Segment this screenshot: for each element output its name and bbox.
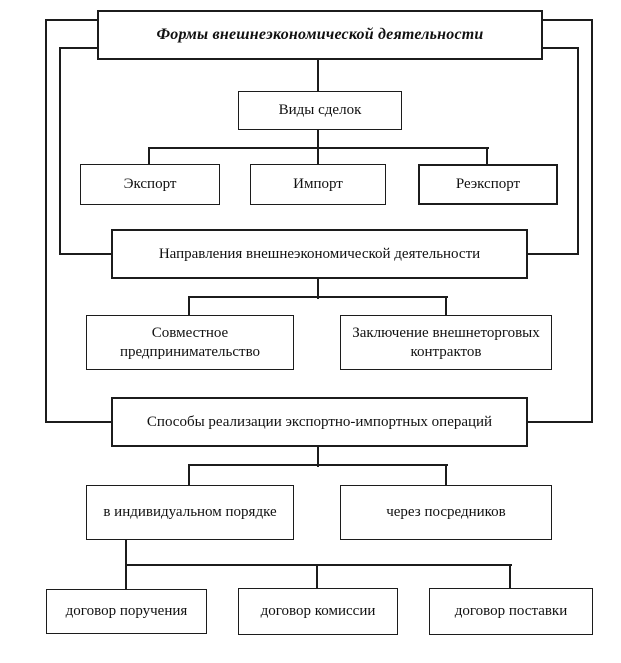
- node-reexport: [418, 164, 558, 205]
- edge-formy-sposoby-left-bottom: [45, 421, 113, 423]
- edge-formy-napravleniya-left-top: [59, 47, 99, 49]
- node-reexport-label: Реэкспорт: [455, 176, 521, 193]
- node-postavki: [429, 588, 593, 635]
- edge-branch-postavki: [509, 564, 511, 590]
- node-napravleniya: [111, 229, 528, 279]
- edge-formy-sposoby-right-bottom: [526, 421, 593, 423]
- node-vidy-label: Виды сделок: [278, 102, 362, 119]
- edge-formy-sposoby-left-v: [45, 19, 47, 423]
- edge-vidy-branch: [317, 128, 319, 149]
- edge-branch-individualnom: [188, 464, 190, 487]
- node-formy: [97, 10, 543, 60]
- node-porucheniya: [46, 589, 207, 634]
- node-vidy-sdelok: [238, 91, 402, 130]
- node-posrednikov: [340, 485, 552, 540]
- edge-formy-napravleniya-right-v: [577, 47, 579, 255]
- edge-branch-komissii: [316, 564, 318, 590]
- edge-formy-napravleniya-left-bottom: [59, 253, 113, 255]
- branch-dogovory-h: [125, 564, 512, 566]
- node-porucheniya-label: договор поручения: [65, 603, 188, 620]
- edge-formy-napravleniya-right-bottom: [526, 253, 579, 255]
- edge-formy-napravleniya-right-top: [541, 47, 579, 49]
- node-sovmestnoe: [86, 315, 294, 370]
- edge-branch-zaklyuchenie: [445, 296, 447, 317]
- node-import-label: Импорт: [293, 176, 343, 193]
- edge-branch-sovmestnoe: [188, 296, 190, 317]
- edge-branch-posrednikov: [445, 464, 447, 487]
- node-formy-label: Формы внешнеэкономической деятельности: [156, 26, 484, 44]
- node-napravleniya-label: Направления внешнеэкономической деятельности: [158, 245, 481, 262]
- node-zaklyuchenie: [340, 315, 552, 370]
- node-export: [80, 164, 220, 205]
- node-individualnom-label: в индивидуальном порядке: [103, 504, 277, 521]
- node-individualnom: [86, 485, 294, 540]
- node-import: [250, 164, 386, 205]
- node-komissii-label: договор комиссии: [260, 603, 376, 620]
- node-postavki-label: договор поставки: [454, 603, 568, 620]
- node-komissii: [238, 588, 398, 635]
- node-sposoby: [111, 397, 528, 447]
- node-export-label: Экспорт: [123, 176, 177, 193]
- node-posrednikov-label: через посредников: [386, 504, 506, 521]
- edge-formy-napravleniya-left-v: [59, 47, 61, 255]
- edge-formy-vidy: [317, 58, 319, 93]
- edge-formy-sposoby-right-v: [591, 19, 593, 423]
- node-sposoby-label: Способы реализации экспортно-импортных операций: [146, 413, 493, 430]
- node-zaklyuchenie-label: Заключение внешнеторговых контрактов: [352, 325, 540, 360]
- branch-directions-h: [188, 296, 448, 298]
- edge-formy-sposoby-left-top: [46, 19, 99, 21]
- node-sovmestnoe-label: Совместное предпринимательство: [119, 325, 261, 360]
- edge-formy-sposoby-right-top: [541, 19, 593, 21]
- branch-sposoby-h: [188, 464, 448, 466]
